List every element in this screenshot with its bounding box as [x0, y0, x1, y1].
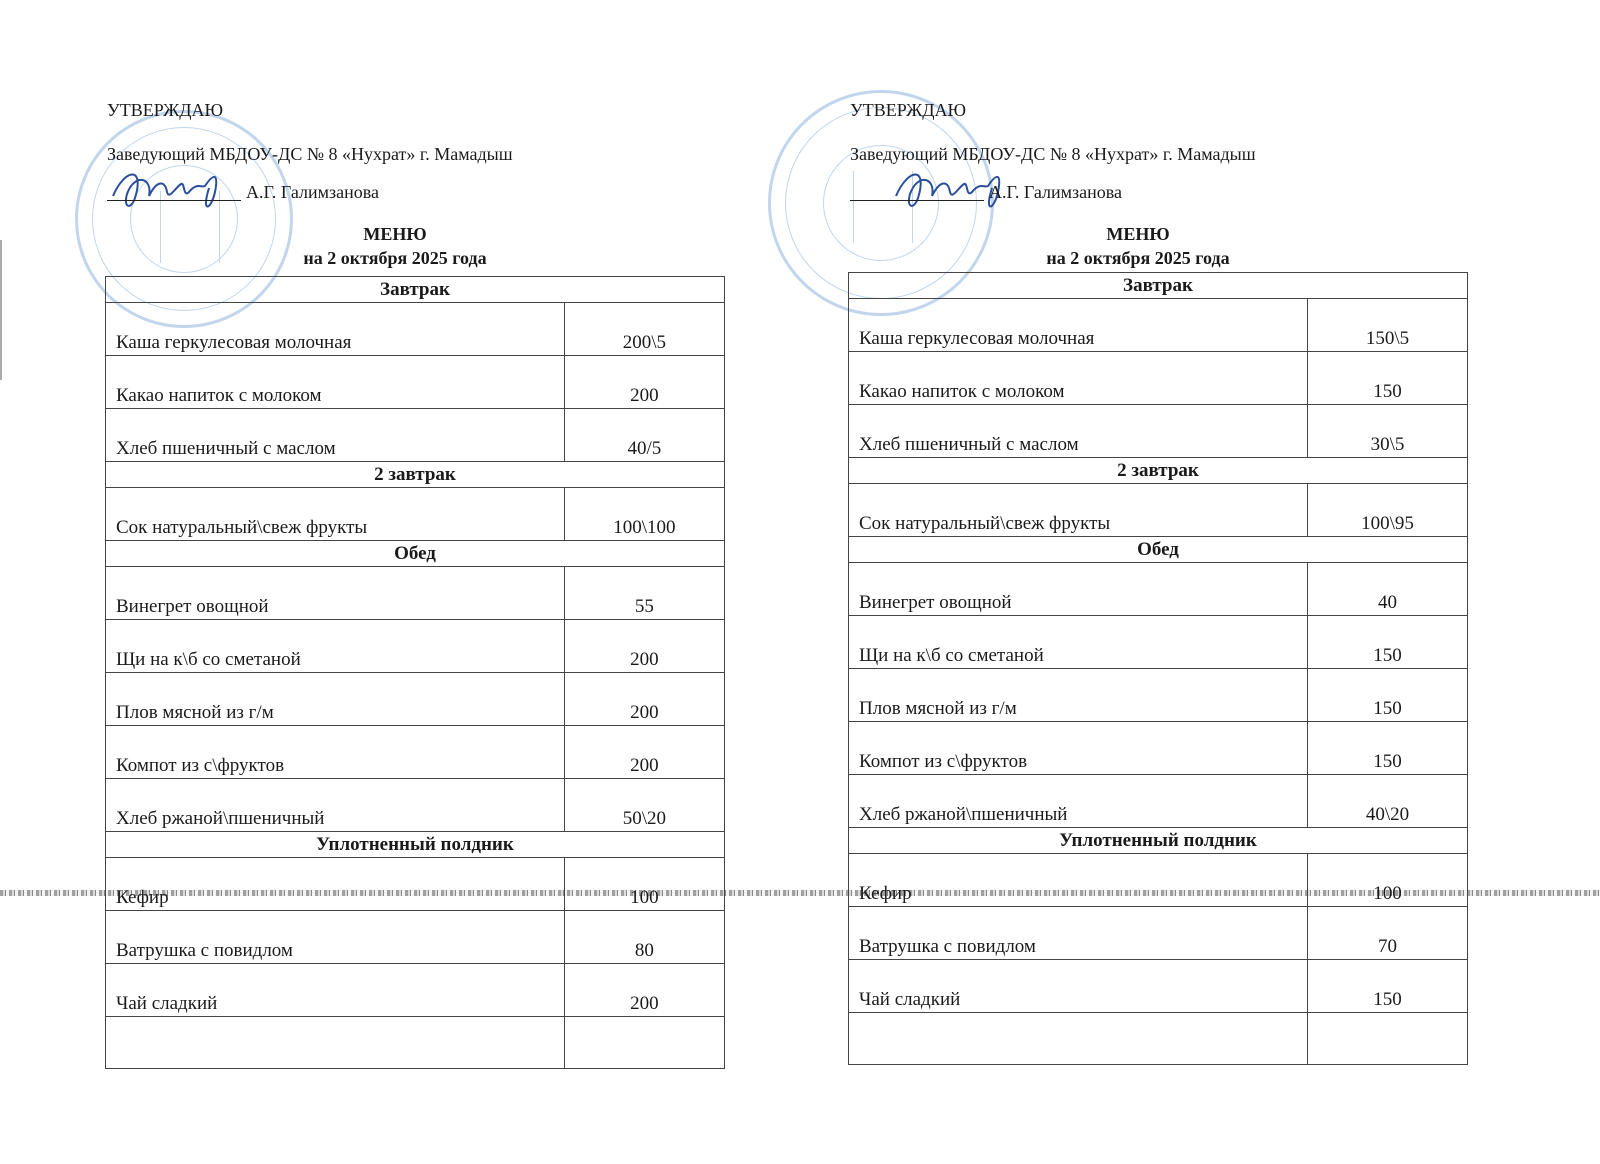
menu-panel-left	[105, 0, 745, 1120]
menu-item-row	[106, 726, 725, 779]
section-header-row	[849, 537, 1468, 563]
dish-name: Кефир	[106, 858, 565, 911]
dish-portion: 200	[564, 356, 724, 409]
menu-title: МЕНЮ	[363, 224, 427, 244]
menu-item-row	[849, 484, 1468, 537]
dish-portion: 50\20	[564, 779, 724, 832]
signature-line	[850, 200, 984, 201]
dish-name: Хлеб пшеничный с маслом	[106, 409, 565, 462]
dish-name: Сок натуральный\свеж фрукты	[106, 488, 565, 541]
section-header-row	[106, 832, 725, 858]
menu-date: на 2 октября 2025 года	[1046, 248, 1230, 268]
menu-item-row	[849, 722, 1468, 775]
dish-name: Компот из с\фруктов	[849, 722, 1308, 775]
menu-item-row	[849, 563, 1468, 616]
dish-portion: 100	[564, 858, 724, 911]
dish-name: Кефир	[849, 854, 1308, 907]
dish-name: Чай сладкий	[106, 964, 565, 1017]
dish-portion: 100	[1307, 854, 1467, 907]
section-header-row	[106, 462, 725, 488]
menu-item-row	[106, 567, 725, 620]
dish-name: Винегрет овощной	[106, 567, 565, 620]
menu-item-row	[106, 303, 725, 356]
section-title: Уплотненный полдник	[849, 828, 1468, 854]
menu-item-row	[849, 405, 1468, 458]
dish-portion: 70	[1307, 907, 1467, 960]
menu-item-row	[106, 779, 725, 832]
signature-image	[105, 158, 235, 218]
dish-portion: 200\5	[564, 303, 724, 356]
section-title: Уплотненный полдник	[106, 832, 725, 858]
menu-item-row	[849, 854, 1468, 907]
scan-edge-mark	[0, 240, 2, 380]
section-header-row	[849, 828, 1468, 854]
dish-portion: 55	[564, 567, 724, 620]
dish-portion: 150\5	[1307, 299, 1467, 352]
menu-item-row	[849, 299, 1468, 352]
menu-item-row	[849, 616, 1468, 669]
dish-name: Ватрушка с повидлом	[849, 907, 1308, 960]
menu-item-row	[849, 669, 1468, 722]
dish-name: Плов мясной из г/м	[849, 669, 1308, 722]
dish-name: Сок натуральный\свеж фрукты	[849, 484, 1308, 537]
dish-name: Винегрет овощной	[849, 563, 1308, 616]
menu-item-row	[106, 858, 725, 911]
dish-portion: 150	[1307, 616, 1467, 669]
dish-portion: 100\95	[1307, 484, 1467, 537]
dish-portion: 200	[564, 673, 724, 726]
dish-name: Щи на к\б со сметаной	[106, 620, 565, 673]
dish-name: Плов мясной из г/м	[106, 673, 565, 726]
dish-portion: 30\5	[1307, 405, 1467, 458]
dish-portion: 100\100	[564, 488, 724, 541]
dish-portion: 150	[1307, 669, 1467, 722]
dish-portion: 150	[1307, 352, 1467, 405]
section-title: Обед	[849, 537, 1468, 563]
dish-portion: 200	[564, 726, 724, 779]
dish-portion: 150	[1307, 722, 1467, 775]
dish-portion: 40/5	[564, 409, 724, 462]
head-name: А.Г. Галимзанова	[246, 182, 379, 202]
dish-name: Чай сладкий	[849, 960, 1308, 1013]
head-name: А.Г. Галимзанова	[989, 182, 1122, 202]
menu-item-row	[106, 911, 725, 964]
menu-item-row	[849, 960, 1468, 1013]
menu-item-row	[106, 356, 725, 409]
section-title: 2 завтрак	[106, 462, 725, 488]
dish-name: Хлеб ржаной\пшеничный	[849, 775, 1308, 828]
dish-portion: 80	[564, 911, 724, 964]
signature-line	[107, 200, 241, 201]
menu-item-row	[849, 775, 1468, 828]
head-position: Заведующий МБДОУ-ДС № 8 «Нухрат» г. Мамадыш	[850, 144, 1256, 164]
dish-portion: 150	[1307, 960, 1467, 1013]
section-title: Обед	[106, 541, 725, 567]
menu-item-row	[849, 352, 1468, 405]
dish-portion: 200	[564, 620, 724, 673]
menu-item-row	[106, 620, 725, 673]
dish-name: Какао напиток с молоком	[849, 352, 1308, 405]
section-title: Завтрак	[106, 277, 725, 303]
dish-name: Щи на к\б со сметаной	[849, 616, 1308, 669]
menu-item-row	[849, 907, 1468, 960]
section-header-row	[106, 541, 725, 567]
menu-item-row	[106, 488, 725, 541]
empty-row	[106, 1017, 725, 1069]
dish-name: Каша геркулесовая молочная	[106, 303, 565, 356]
section-header-row	[849, 273, 1468, 299]
section-title: 2 завтрак	[849, 458, 1468, 484]
dish-name: Хлеб пшеничный с маслом	[849, 405, 1308, 458]
dish-portion: 200	[564, 964, 724, 1017]
approve-label: УТВЕРЖДАЮ	[850, 100, 967, 120]
dish-portion: 40\20	[1307, 775, 1467, 828]
section-header-row	[849, 458, 1468, 484]
head-position: Заведующий МБДОУ-ДС № 8 «Нухрат» г. Мамадыш	[107, 144, 513, 164]
section-header-row	[106, 277, 725, 303]
menu-date: на 2 октября 2025 года	[303, 248, 487, 268]
dish-name: Ватрушка с повидлом	[106, 911, 565, 964]
menu-item-row	[106, 964, 725, 1017]
dish-name: Какао напиток с молоком	[106, 356, 565, 409]
dish-name: Компот из с\фруктов	[106, 726, 565, 779]
dish-portion: 40	[1307, 563, 1467, 616]
dish-name: Каша геркулесовая молочная	[849, 299, 1308, 352]
menu-panel-right	[848, 0, 1488, 1120]
menu-table	[848, 272, 1468, 1065]
section-title: Завтрак	[849, 273, 1468, 299]
dish-name: Хлеб ржаной\пшеничный	[106, 779, 565, 832]
menu-item-row	[106, 409, 725, 462]
approve-label: УТВЕРЖДАЮ	[107, 100, 224, 120]
menu-title: МЕНЮ	[1106, 224, 1170, 244]
menu-table	[105, 276, 725, 1069]
menu-item-row	[106, 673, 725, 726]
empty-row	[849, 1013, 1468, 1065]
